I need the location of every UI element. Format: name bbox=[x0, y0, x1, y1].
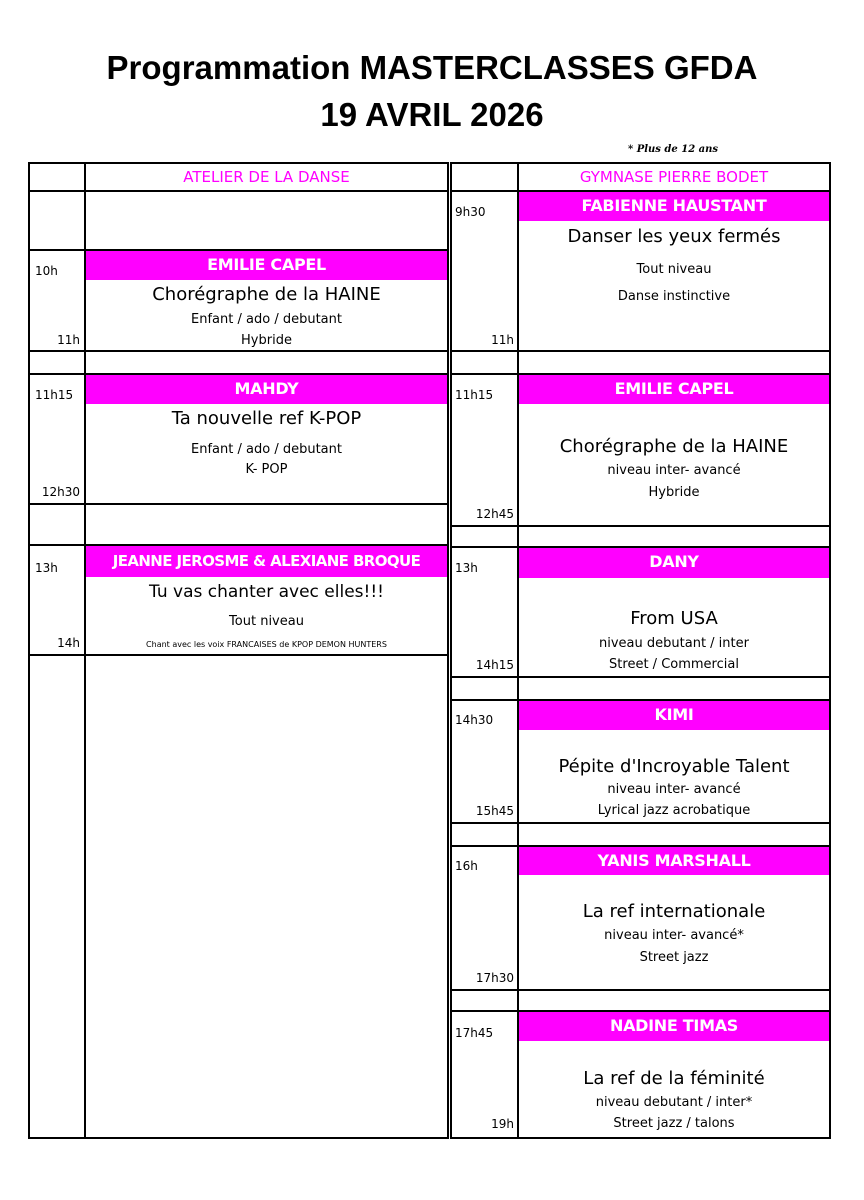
class-title: Pépite d'Incroyable Talent bbox=[558, 756, 790, 777]
class-title: Chorégraphe de la HAINE bbox=[559, 436, 789, 457]
end-time: 15h45 bbox=[475, 804, 514, 818]
class-style: K- POP bbox=[245, 462, 288, 477]
teacher-name: EMILIE CAPEL bbox=[207, 255, 326, 274]
end-time: 19h bbox=[491, 1117, 514, 1131]
page-subtitle-date: 19 AVRIL 2026 bbox=[320, 96, 544, 133]
end-time: 14h bbox=[57, 636, 80, 650]
end-time: 14h15 bbox=[475, 658, 514, 672]
teacher-name: DANY bbox=[649, 552, 699, 571]
age-note: * Plus de 12 ans bbox=[628, 144, 719, 155]
end-time: 17h30 bbox=[475, 971, 514, 985]
class-style: Street jazz bbox=[639, 950, 709, 965]
class-level: niveau debutant / inter bbox=[599, 636, 749, 651]
class-title: Danser les yeux fermés bbox=[567, 226, 781, 247]
class-style: Danse instinctive bbox=[617, 289, 731, 304]
venue-right: GYMNASE PIERRE BODET bbox=[579, 168, 769, 186]
class-style: Lyrical jazz acrobatique bbox=[597, 803, 751, 818]
class-title: Chorégraphe de la HAINE bbox=[152, 284, 381, 305]
teacher-name: EMILIE CAPEL bbox=[614, 379, 734, 398]
class-level: niveau inter- avancé bbox=[607, 782, 741, 797]
class-title: Ta nouvelle ref K-POP bbox=[171, 408, 362, 429]
class-level: Tout niveau bbox=[636, 262, 712, 277]
end-time: 11h bbox=[57, 333, 80, 347]
start-time: 14h30 bbox=[455, 713, 494, 727]
class-level: Enfant / ado / debutant bbox=[191, 442, 342, 457]
class-style: Street jazz / talons bbox=[613, 1116, 735, 1131]
start-time: 13h bbox=[455, 561, 478, 575]
class-level: Tout niveau bbox=[229, 614, 304, 629]
start-time: 10h bbox=[35, 264, 58, 278]
venue-left: ATELIER DE LA DANSE bbox=[183, 168, 350, 186]
class-style: Hybride bbox=[241, 333, 292, 348]
class-level: niveau debutant / inter* bbox=[595, 1095, 753, 1110]
teacher-name: YANIS MARSHALL bbox=[597, 851, 751, 870]
end-time: 12h30 bbox=[41, 485, 80, 499]
class-title: Tu vas chanter avec elles!!! bbox=[149, 582, 384, 602]
teacher-name: NADINE TIMAS bbox=[610, 1016, 738, 1035]
teacher-name: KIMI bbox=[654, 705, 694, 724]
class-title: From USA bbox=[630, 608, 718, 629]
class-style: Hybride bbox=[648, 485, 700, 500]
page-title: Programmation MASTERCLASSES GFDA bbox=[106, 49, 758, 86]
class-level: niveau inter- avancé* bbox=[604, 928, 744, 943]
start-time: 17h45 bbox=[455, 1026, 494, 1040]
class-level: niveau inter- avancé bbox=[607, 463, 741, 478]
start-time: 16h bbox=[455, 859, 478, 873]
start-time: 13h bbox=[35, 561, 58, 575]
class-level: Enfant / ado / debutant bbox=[191, 312, 342, 327]
start-time: 11h15 bbox=[35, 388, 74, 402]
teacher-name: MAHDY bbox=[234, 379, 299, 398]
end-time: 12h45 bbox=[475, 507, 514, 521]
start-time: 9h30 bbox=[455, 205, 486, 219]
teacher-name: JEANNE JEROSME & ALEXIANE BROQUE bbox=[112, 552, 421, 570]
teacher-name: FABIENNE HAUSTANT bbox=[581, 196, 767, 215]
start-time: 11h15 bbox=[455, 388, 494, 402]
end-time: 11h bbox=[491, 333, 514, 347]
class-title: La ref internationale bbox=[582, 901, 766, 922]
class-title: La ref de la féminité bbox=[583, 1068, 765, 1089]
class-style: Chant avec les voix FRANCAISES de KPOP DEMON HUNTERS bbox=[146, 640, 387, 649]
class-style: Street / Commercial bbox=[609, 657, 739, 672]
